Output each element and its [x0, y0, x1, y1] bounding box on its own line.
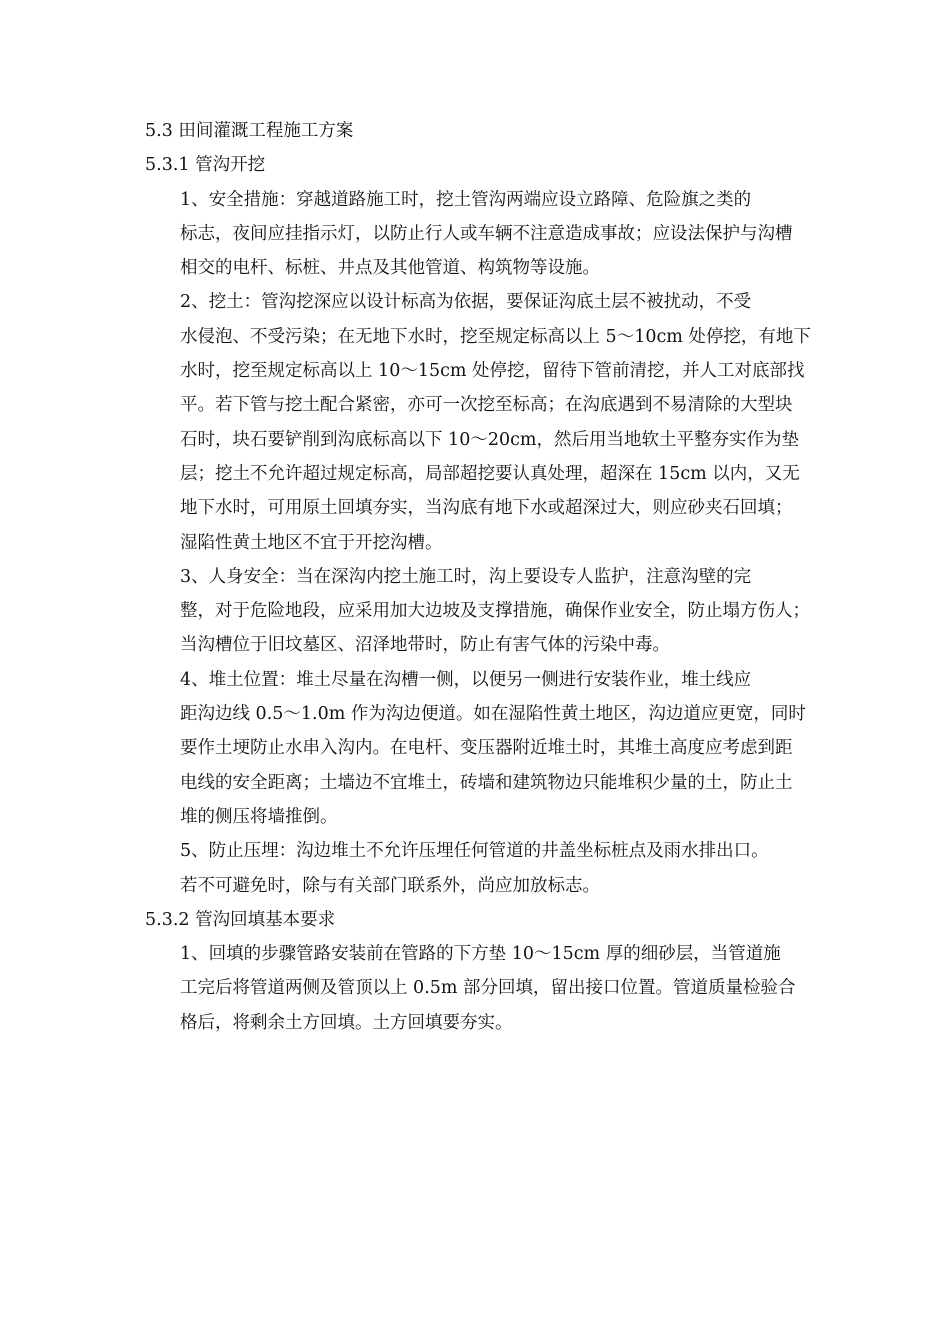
text-line: 当沟槽位于旧坟墓区、沼泽地带时，防止有害气体的污染中毒。: [180, 635, 670, 656]
paragraph: [145, 834, 810, 903]
text-line: 水侵泡、不受污染；在无地下水时，挖至规定标高以上 5～10cm 处停挖，有地下: [180, 326, 811, 347]
text-line: 1、回填的步骤管路安装前在管路的下方垫 10～15cm 厚的细砂层，当管道施: [180, 944, 781, 965]
text-line: 距沟边线 0.5～1.0m 作为沟边便道。如在湿陷性黄土地区，沟边道应更宽，同时: [180, 704, 806, 725]
document-page: [145, 114, 810, 1040]
text-line: 格后，将剩余土方回填。土方回填要夯实。: [180, 1012, 513, 1033]
text-line: 3、人身安全：当在深沟内挖土施工时，沟上要设专人监护，注意沟壁的完: [180, 566, 752, 587]
text-line: 相交的电杆、标桩、井点及其他管道、构筑物等设施。: [180, 258, 600, 279]
subsection-heading: 5.3.1 管沟开挖: [145, 155, 266, 176]
text-line: 整，对于危险地段，应采用加大边坡及支撑措施，确保作业安全，防止塌方伤人；: [180, 601, 810, 622]
text-line: 4、堆土位置：堆土尽量在沟槽一侧，以便另一侧进行安装作业，堆土线应: [180, 669, 752, 690]
text-line: 标志，夜间应挂指示灯，以防止行人或车辆不注意造成事故；应设法保护与沟槽: [180, 223, 793, 244]
text-line: 湿陷性黄土地区不宜于开挖沟槽。: [180, 532, 443, 553]
text-line: 地下水时，可用原土回填夯实，当沟底有地下水或超深过大，则应砂夹石回填；: [180, 498, 793, 519]
subsection-heading: 5.3.2 管沟回填基本要求: [145, 909, 336, 930]
text-line: 1、安全措施：穿越道路施工时，挖土管沟两端应设立路障、危险旗之类的: [180, 189, 752, 210]
text-line: 若不可避免时，除与有关部门联系外，尚应加放标志。: [180, 875, 600, 896]
text-line: 水时，挖至规定标高以上 10～15cm 处停挖，留待下管前清挖，并人工对底部找: [180, 361, 805, 382]
text-line: 电线的安全距离；土墙边不宜堆土，砖墙和建筑物边只能堆积少量的土，防止土: [180, 772, 793, 793]
text-line: 平。若下管与挖土配合紧密，亦可一次挖至标高；在沟底遇到不易清除的大型块: [180, 395, 793, 416]
paragraph: [145, 183, 810, 286]
paragraph: [145, 560, 810, 663]
paragraph: [145, 937, 810, 1040]
text-line: 堆的侧压将墙推倒。: [180, 806, 338, 827]
text-line: 2、挖土：管沟挖深应以设计标高为依据，要保证沟底土层不被扰动，不受: [180, 292, 752, 313]
text-line: 5、防止压埋：沟边堆土不允许压埋任何管道的井盖坐标桩点及雨水排出口。: [180, 841, 769, 862]
text-line: 要作土埂防止水串入沟内。在电杆、变压器附近堆土时，其堆土高度应考虑到距: [180, 738, 793, 759]
text-line: 工完后将管道两侧及管顶以上 0.5m 部分回填，留出接口位置。管道质量检验合: [180, 978, 796, 999]
section-title: 5.3 田间灌溉工程施工方案: [145, 121, 354, 141]
text-line: 石时，块石要铲削到沟底标高以下 10～20cm，然后用当地软土平整夯实作为垫: [180, 429, 799, 450]
paragraph: [145, 663, 810, 834]
text-line: 层；挖土不允许超过规定标高，局部超挖要认真处理，超深在 15cm 以内，又无: [180, 463, 800, 484]
paragraph: [145, 285, 810, 559]
